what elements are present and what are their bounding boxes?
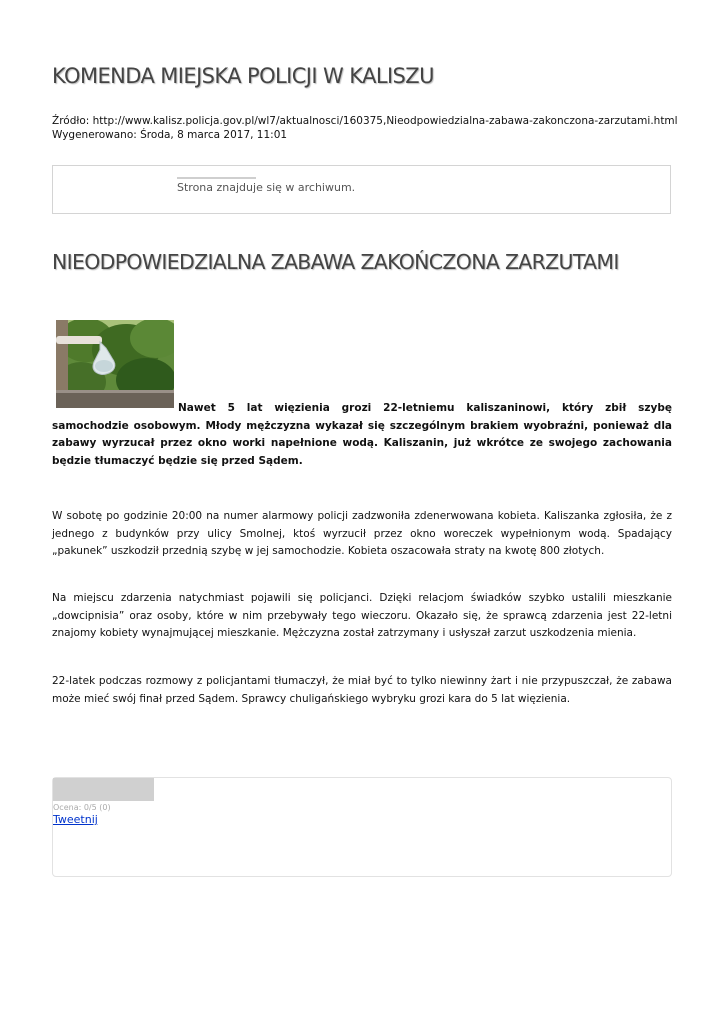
source-url: Źródło: http://www.kalisz.policja.gov.pl/wl7/aktualnosci/160375,Nieodpowiedzialna-zabawa-zakonczona-zarzutami.html	[52, 115, 678, 127]
site-title: KOMENDA MIEJSKA POLICJI W KALISZU	[52, 64, 434, 88]
article-title: NIEODPOWIEDZIALNA ZABAWA ZAKOŃCZONA ZARZUTAMI	[52, 250, 619, 274]
archive-notice-box	[52, 165, 671, 214]
article-paragraph: W sobotę po godzinie 20:00 na numer alarmowy policji zadzwoniła zdenerwowana kobieta. Kaliszanka zgłosiła, że z jednego z budynków przy ulicy Smolnej, ktoś wyrzucił przez okno woreczek wypełnionym wodą. Spadający „pakunek” uszkodził przednią szybę w jej samochodzie. Kobieta oszacowała straty na kwotę 800 złotych.	[52, 510, 672, 557]
rating-bar[interactable]	[53, 778, 154, 801]
page-meta	[52, 114, 678, 142]
article-lead: Nawet 5 lat więzienia grozi 22-letniemu kaliszaninowi, który zbił szybę samochodzie osobowym. Młody mężczyzna wykazał się szczególnym brakiem wyobraźni, ponieważ dla zabawy wyrzucał przez okno worki napełnione wodą. Kaliszanin, już wkrótce ze swojego zachowania będzie tłumaczyć będzie się przed Sądem.	[52, 402, 672, 467]
rating-box	[52, 777, 672, 877]
tweet-link[interactable]: Tweetnij	[53, 813, 98, 826]
article-photo	[56, 320, 174, 408]
rating-label: Ocena: 0/5 (0)	[53, 803, 111, 812]
archive-notice-text: Strona znajduje się w archiwum.	[177, 181, 356, 194]
article-paragraph: 22-latek podczas rozmowy z policjantami tłumaczył, że miał być to tylko niewinny żart i nie przypuszczał, że zabawa może mieć swój finał przed Sądem. Sprawcy chuligańskiego wybryku grozi kara do 5 lat więzienia.	[52, 675, 672, 705]
generated-date: Wygenerowano: Środa, 8 marca 2017, 11:01	[52, 129, 288, 141]
archive-divider	[177, 177, 256, 179]
article-paragraph: Na miejscu zdarzenia natychmiast pojawili się policjanci. Dzięki relacjom świadków szybko ustalili mieszkanie „dowcipnisia” oraz osoby, które w nim przebywały tego wieczoru. Okazało się, że sprawcą zdarzenia jest 22-letni znajomy kobiety wynajmującej mieszkanie. Mężczyzna został zatrzymany i usłyszał zarzut uszkodzenia mienia.	[52, 592, 672, 639]
